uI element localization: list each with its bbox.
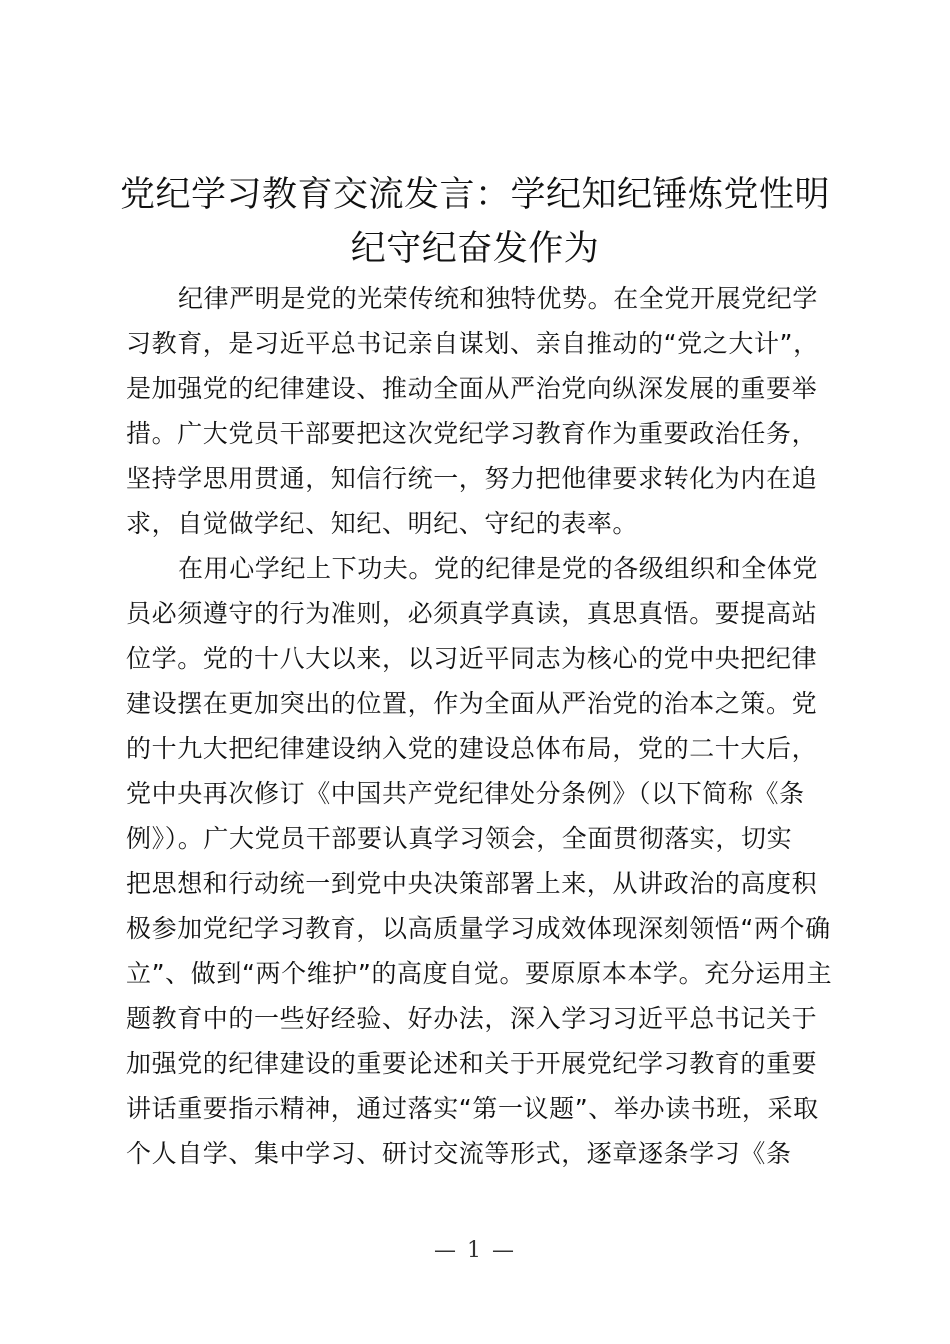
document-title: [100, 168, 850, 276]
text-line: 党中央再次修订《中国共产党纪律处分条例》（以下简称《条: [126, 779, 805, 808]
text-line: 措。广大党员干部要把这次党纪学习教育作为重要政治任务，: [126, 419, 818, 448]
paragraph-1: [126, 276, 826, 546]
text-line: 坚持学思用贯通，知信行统一，努力把他律要求转化为内在追: [126, 464, 818, 493]
text-line: 把思想和行动统一到党中央决策部署上来，从讲政治的高度积: [126, 869, 818, 898]
text-line: 极参加党纪学习教育，以高质量学习成效体现深刻领悟“两个确: [126, 914, 831, 943]
title-line-2: 纪守纪奋发作为: [350, 229, 600, 269]
text-line: 员必须遵守的行为准则，必须真学真读，真思真悟。要提高站: [126, 599, 818, 628]
text-line: 加强党的纪律建设的重要论述和关于开展党纪学习教育的重要: [126, 1049, 818, 1078]
paragraph-2: [126, 546, 833, 1176]
text-line: 讲话重要指示精神，通过落实“第一议题”、举办读书班，采取: [126, 1094, 819, 1123]
text-line: 在用心学纪上下功夫。党的纪律是党的各级组织和全体党: [178, 554, 819, 583]
text-line: 是加强党的纪律建设、推动全面从严治党向纵深发展的重要举: [126, 374, 818, 403]
document-body: [126, 276, 833, 1176]
text-line: 习教育，是习近平总书记亲自谋划、亲自推动的“党之大计”，: [126, 329, 819, 358]
page-number: — 1 —: [434, 1238, 516, 1263]
text-line: 个人自学、集中学习、研讨交流等形式，逐章逐条学习《条: [126, 1139, 792, 1168]
text-line: 建设摆在更加突出的位置，作为全面从严治党的治本之策。党: [126, 689, 818, 718]
text-line: 纪律严明是党的光荣传统和独特优势。在全党开展党纪学: [178, 284, 819, 313]
text-line: 的十九大把纪律建设纳入党的建设总体布局，党的二十大后，: [126, 734, 818, 763]
title-line-1: 党纪学习教育交流发言：学纪知纪锤炼党性明: [119, 175, 830, 215]
text-line: 位学。党的十八大以来，以习近平同志为核心的党中央把纪律: [126, 644, 818, 673]
text-line: 求，自觉做学纪、知纪、明纪、守纪的表率。: [126, 509, 639, 538]
text-line: 题教育中的一些好经验、好办法，深入学习习近平总书记关于: [126, 1004, 818, 1033]
text-line: 例》）。广大党员干部要认真学习领会，全面贯彻落实，切实: [126, 824, 793, 853]
text-line: 立”、做到“两个维护”的高度自觉。要原原本本学。充分运用主: [126, 959, 833, 988]
